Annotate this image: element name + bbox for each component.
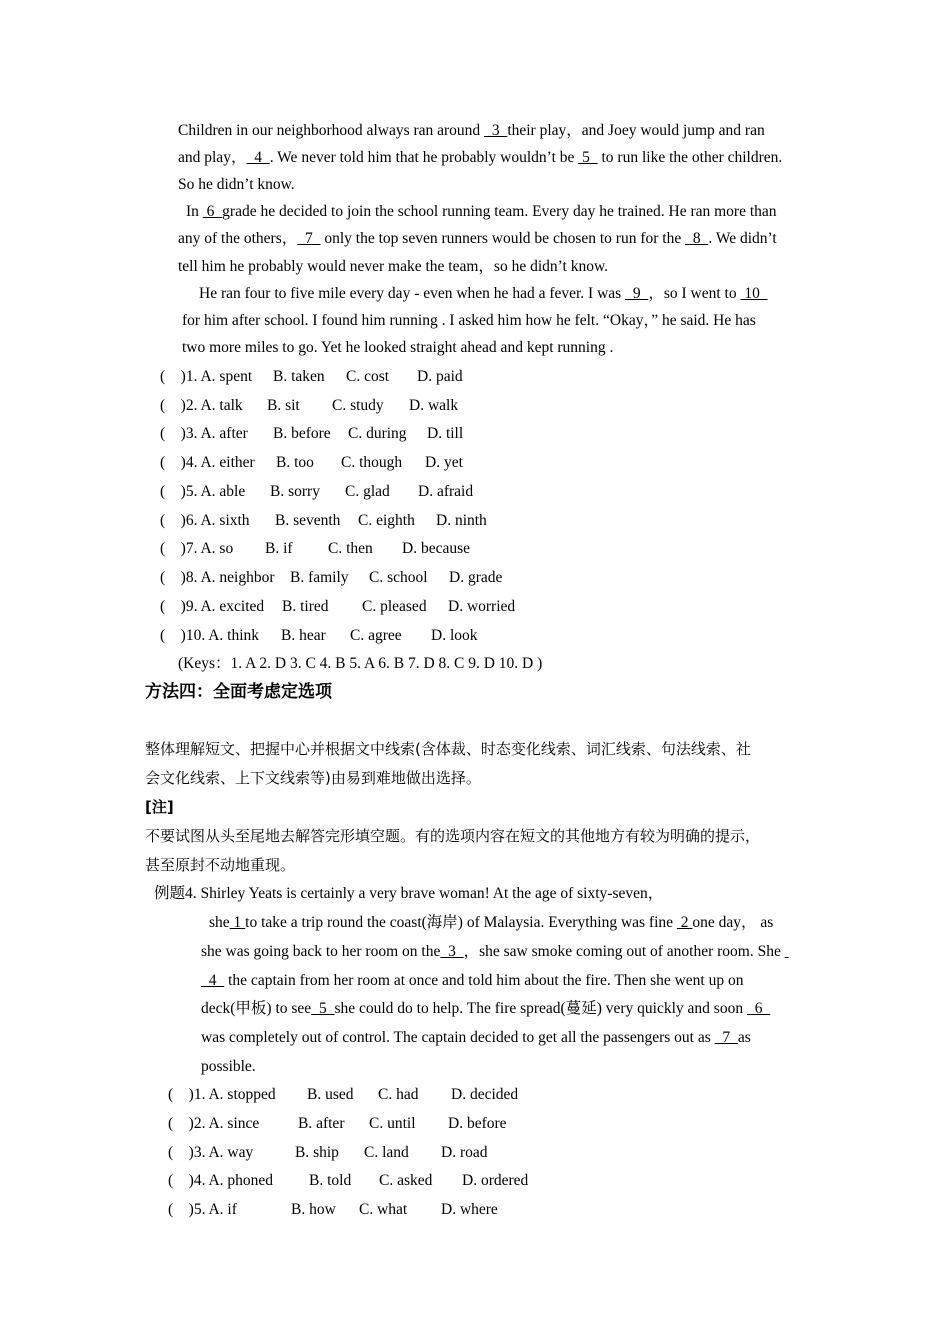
blank: 10	[740, 285, 768, 302]
option-b: B. sorry	[270, 483, 320, 500]
passage-line	[201, 942, 789, 962]
option-num: ( )4. A. either	[160, 454, 255, 471]
option-d: D. paid	[417, 368, 463, 385]
option-c: C. what	[359, 1201, 408, 1218]
option-num: ( )8. A. neighbor	[160, 569, 275, 586]
text: ，she saw smoke coming out of another room. She	[463, 943, 785, 960]
option-num: ( )2. A. talk	[160, 397, 243, 414]
text: . We never told him that he probably wouldn’t be	[269, 149, 579, 166]
option-c: C. cost	[346, 368, 390, 385]
passage-line: for him after school. I found him running . I asked him how he felt. “Okay，” he said. He has	[182, 312, 756, 329]
option-c: C. though	[341, 454, 403, 471]
method-description: 会文化线索、上下文线索等)由易到难地做出选择。	[145, 769, 481, 787]
passage-line: So he didn’t know.	[178, 176, 295, 193]
option-c: C. school	[369, 569, 428, 586]
blank: 3	[440, 943, 464, 960]
text: deck(甲板) to see	[201, 1000, 312, 1017]
blank: 5	[311, 1000, 335, 1017]
option-b: B. taken	[273, 368, 325, 385]
option-c: C. agree	[350, 627, 402, 644]
option-d: D. afraid	[418, 483, 474, 500]
option-num: ( )5. A. if	[168, 1201, 237, 1218]
text: any of the others，	[178, 230, 298, 247]
blank	[785, 943, 789, 960]
blank: 6	[202, 203, 223, 220]
text: He ran four to five mile every day - even when he had a fever. I was	[199, 285, 626, 302]
option-d: D. look	[431, 627, 478, 644]
passage-line	[186, 202, 777, 222]
option-b: B. used	[307, 1086, 354, 1103]
blank: 6	[746, 1000, 771, 1017]
text: she was going back to her room on the	[201, 943, 441, 960]
passage-line: tell him he probably would never make the team，so he didn’t know.	[178, 258, 609, 275]
option-c: C. then	[328, 540, 373, 557]
text: was completely out of control. The captain decided to get all the passengers out as	[201, 1029, 715, 1046]
blank: 5	[578, 149, 598, 166]
text: she	[209, 914, 230, 931]
option-num: ( )10. A. think	[160, 627, 260, 644]
passage-line	[199, 284, 768, 304]
option-b: B. told	[309, 1172, 352, 1189]
passage-line	[178, 148, 782, 168]
option-d: D. till	[427, 425, 464, 442]
text: their play，and Joey would jump and ran	[507, 122, 765, 139]
option-c: C. had	[378, 1086, 419, 1103]
text: she could do to help. The fire spread(蔓延) very quickly and soon	[334, 1000, 747, 1017]
option-num: ( )3. A. after	[160, 425, 248, 442]
option-d: D. before	[448, 1115, 507, 1132]
answer-keys: (Keys：1. A 2. D 3. C 4. B 5. A 6. B 7. D 8. C 9. D 10. D )	[178, 655, 543, 672]
option-c: C. eighth	[358, 512, 415, 529]
option-b: B. if	[265, 540, 293, 557]
text: grade he decided to join the school running team. Every day he trained. He ran more than	[222, 203, 777, 220]
passage-line	[209, 913, 773, 933]
option-d: D. worried	[448, 598, 516, 615]
option-num: ( )6. A. sixth	[160, 512, 250, 529]
option-c: C. study	[332, 397, 384, 414]
option-c: C. asked	[379, 1172, 433, 1189]
option-d: D. where	[441, 1201, 498, 1218]
method-description: 整体理解短文、把握中心并根据文中线索(含体裁、时态变化线索、词汇线索、句法线索、社	[145, 740, 751, 758]
text: as	[737, 1029, 751, 1046]
section-heading: 方法四：全面考虑定选项	[145, 682, 332, 702]
text: the captain from her room at once and told him about the fire. Then she went up on	[224, 972, 744, 989]
option-num: ( )3. A. way	[168, 1144, 254, 1161]
passage-line	[201, 999, 770, 1019]
note-text: 甚至原封不动地重现。	[145, 856, 296, 874]
text: to run like the other children.	[597, 149, 783, 166]
option-b: B. before	[273, 425, 331, 442]
note-text: 不要试图从头至尾地去解答完形填空题。有的选项内容在短文的其他地方有较为明确的提示，	[145, 827, 761, 845]
text: one day， as	[692, 914, 774, 931]
option-c: C. during	[348, 425, 407, 442]
option-c: C. land	[364, 1144, 409, 1161]
text: to take a trip round the coast(海岸) of Malaysia. Everything was fine	[245, 914, 677, 931]
option-b: B. how	[291, 1201, 336, 1218]
option-d: D. decided	[451, 1086, 519, 1103]
text: only the top seven runners would be chosen to run for the	[320, 230, 686, 247]
blank: 1	[229, 914, 246, 931]
blank: 9	[625, 285, 649, 302]
note-label: [注]	[145, 798, 174, 816]
option-c: C. pleased	[362, 598, 427, 615]
option-d: D. ninth	[436, 512, 487, 529]
blank: 7	[714, 1029, 738, 1046]
option-num: ( )9. A. excited	[160, 598, 265, 615]
passage-line: possible.	[201, 1058, 256, 1075]
passage-line	[201, 971, 744, 991]
passage-line: two more miles to go. Yet he looked straight ahead and kept running .	[182, 339, 614, 356]
option-c: C. glad	[345, 483, 390, 500]
option-b: B. hear	[281, 627, 326, 644]
passage-line	[178, 229, 777, 249]
option-b: B. family	[290, 569, 349, 586]
option-b: B. after	[298, 1115, 345, 1132]
option-num: ( )4. A. phoned	[168, 1172, 274, 1189]
option-d: D. because	[402, 540, 470, 557]
blank: 4	[201, 972, 225, 989]
text: ，so I went to	[648, 285, 741, 302]
option-d: D. yet	[425, 454, 463, 471]
passage-line	[201, 1028, 751, 1048]
option-d: D. ordered	[462, 1172, 529, 1189]
option-num: ( )7. A. so	[160, 540, 234, 557]
text: In	[186, 203, 203, 220]
example-title: 例题4. Shirley Yeats is certainly a very brave woman! At the age of sixty-seven，	[154, 885, 664, 902]
option-d: D. walk	[409, 397, 459, 414]
option-b: B. tired	[282, 598, 329, 615]
text: Children in our neighborhood always ran around	[178, 122, 485, 139]
blank: 4	[246, 149, 270, 166]
text: . We didn’t	[708, 230, 777, 247]
option-b: B. sit	[267, 397, 300, 414]
blank: 8	[685, 230, 709, 247]
option-b: B. ship	[295, 1144, 339, 1161]
option-b: B. too	[276, 454, 314, 471]
passage-line	[178, 121, 765, 141]
option-num: ( )1. A. stopped	[168, 1086, 276, 1103]
option-num: ( )1. A. spent	[160, 368, 253, 385]
option-d: D. grade	[449, 569, 503, 586]
text: and play，	[178, 149, 247, 166]
option-b: B. seventh	[275, 512, 341, 529]
blank: 7	[297, 230, 321, 247]
blank: 2	[676, 914, 693, 931]
option-d: D. road	[441, 1144, 488, 1161]
option-num: ( )2. A. since	[168, 1115, 260, 1132]
option-num: ( )5. A. able	[160, 483, 246, 500]
blank: 3	[484, 122, 508, 139]
option-c: C. until	[369, 1115, 416, 1132]
